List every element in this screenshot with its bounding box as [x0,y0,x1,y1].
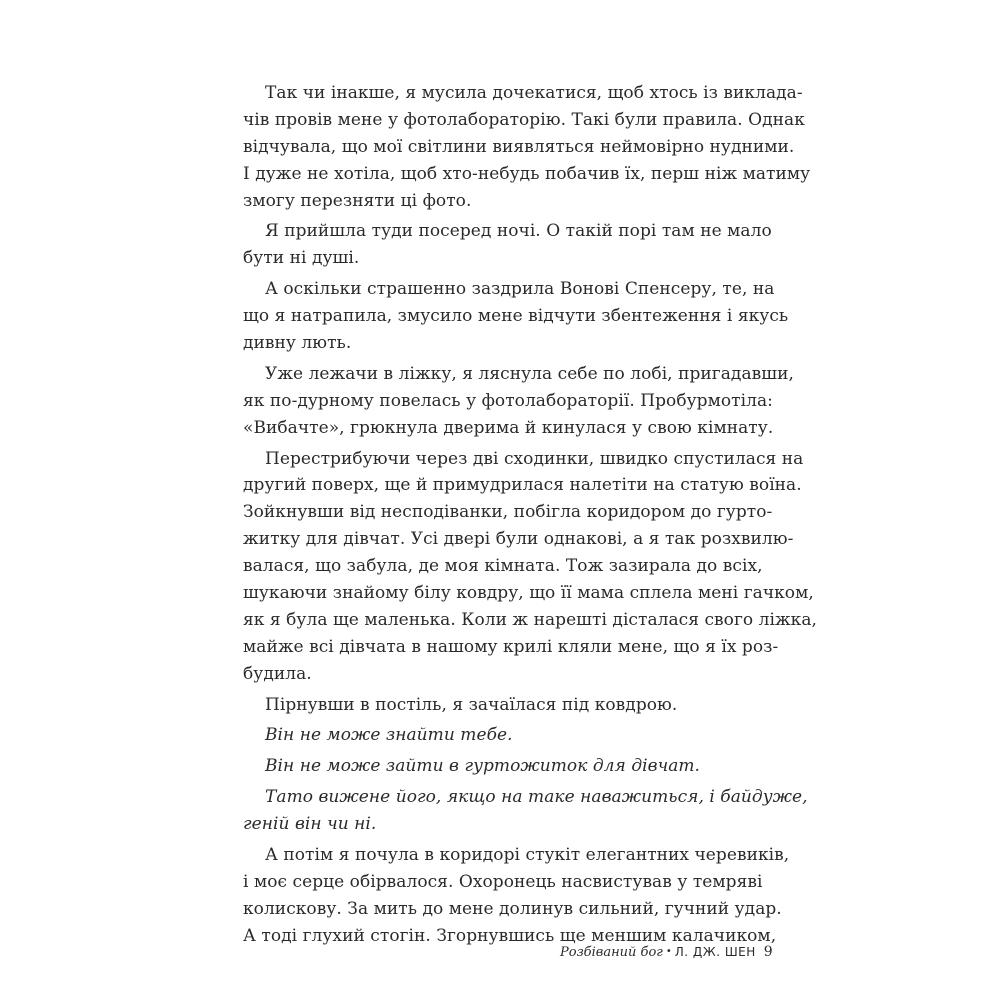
text-line: відчувала, що мої світлини виявляться неймовірно нудними. [243,136,795,157]
text-line: Зойкнувши від несподіванки, побігла коридором до гурто- [243,502,773,523]
paragraph [243,80,811,214]
paragraph [243,784,808,838]
footer-author: Л. ДЖ. ШЕН [674,945,756,959]
text-line: Він не може зайти в гуртожиток для дівчат. [265,756,701,777]
paragraph [243,842,790,950]
page-footer [560,943,773,965]
text-line: Тато вижене його, якщо на таке наважиться, і байдуже, [265,787,808,808]
text-line: І дуже не хотіла, щоб хто-небудь побачив їх, перш ніж матиму [243,163,811,184]
text-line: «Вибачте», грюкнула дверима й кинулася у свою кімнату. [243,417,774,438]
footer-separator: • [665,946,672,957]
paragraph [243,361,794,442]
paragraph [243,276,789,357]
text-line: Перестрибуючи через дві сходинки, швидко спустилася на [265,448,804,469]
text-line: як я була ще маленька. Коли ж нарешті дісталася свого ліжка, [243,609,817,630]
text-line: шукаючи знайому білу ковдру, що її мама сплела мені гачком, [243,583,814,604]
paragraph [243,446,817,688]
text-line: колискову. За мить до мене долинув сильний, гучний удар. [243,898,782,919]
text-line: і моє серце обірвалося. Охоронець насвистував у темряві [243,871,763,892]
text-line: Уже лежачи в ліжку, я ляснула себе по лобі, пригадавши, [265,363,794,384]
text-line: чів провів мене у фотолабораторію. Такі були правила. Однак [243,109,805,130]
text-line: Так чи інакше, я мусила дочекатися, щоб хтось із виклада- [265,83,803,103]
text-line: житку для дівчат. Усі двері були однакові, а я так розхвилю- [243,529,794,550]
page-number: 9 [763,944,773,960]
paragraph [243,722,755,749]
text-line: другий поверх, ще й примудрилася налетіти на статую воїна. [243,475,802,496]
text-line: дивну лють. [243,333,352,354]
text-line: Пірнувши в постіль, я зачаїлася під ковдрою. [265,694,678,715]
paragraph [243,218,772,272]
text-line: будила. [243,663,312,684]
text-line: змогу перезняти ці фото. [243,190,472,211]
paragraph [243,753,755,780]
text-line: А тоді глухий стогін. Згорнувшись ще меншим калачиком, [243,925,777,946]
page-body-text [243,80,817,950]
text-line: А оскільки страшенно заздрила Вонові Спенсеру, те, на [265,279,775,300]
text-line: Він не може знайти тебе. [265,725,513,746]
text-line: бути ні душі. [243,248,360,269]
text-line: геній він чи ні. [243,814,377,835]
paragraph [243,692,755,719]
text-line: майже всі дівчата в нашому крилі кляли мене, що я їх роз- [243,636,779,657]
text-line: А потім я почула в коридорі стукіт елегантних черевиків, [265,845,790,866]
text-line: що я натрапила, змусило мене відчути збентеження і якусь [243,306,789,327]
footer-book-title: Розбіваний бог [560,945,663,960]
text-line: як по-дурному повелась у фотолабораторії. Пробурмотіла: [243,390,773,411]
text-line: Я прийшла туди посеред ночі. О такій порі там не мало [265,221,772,242]
text-line: валася, що забула, де моя кімната. Тож зазирала до всіх, [243,556,763,577]
